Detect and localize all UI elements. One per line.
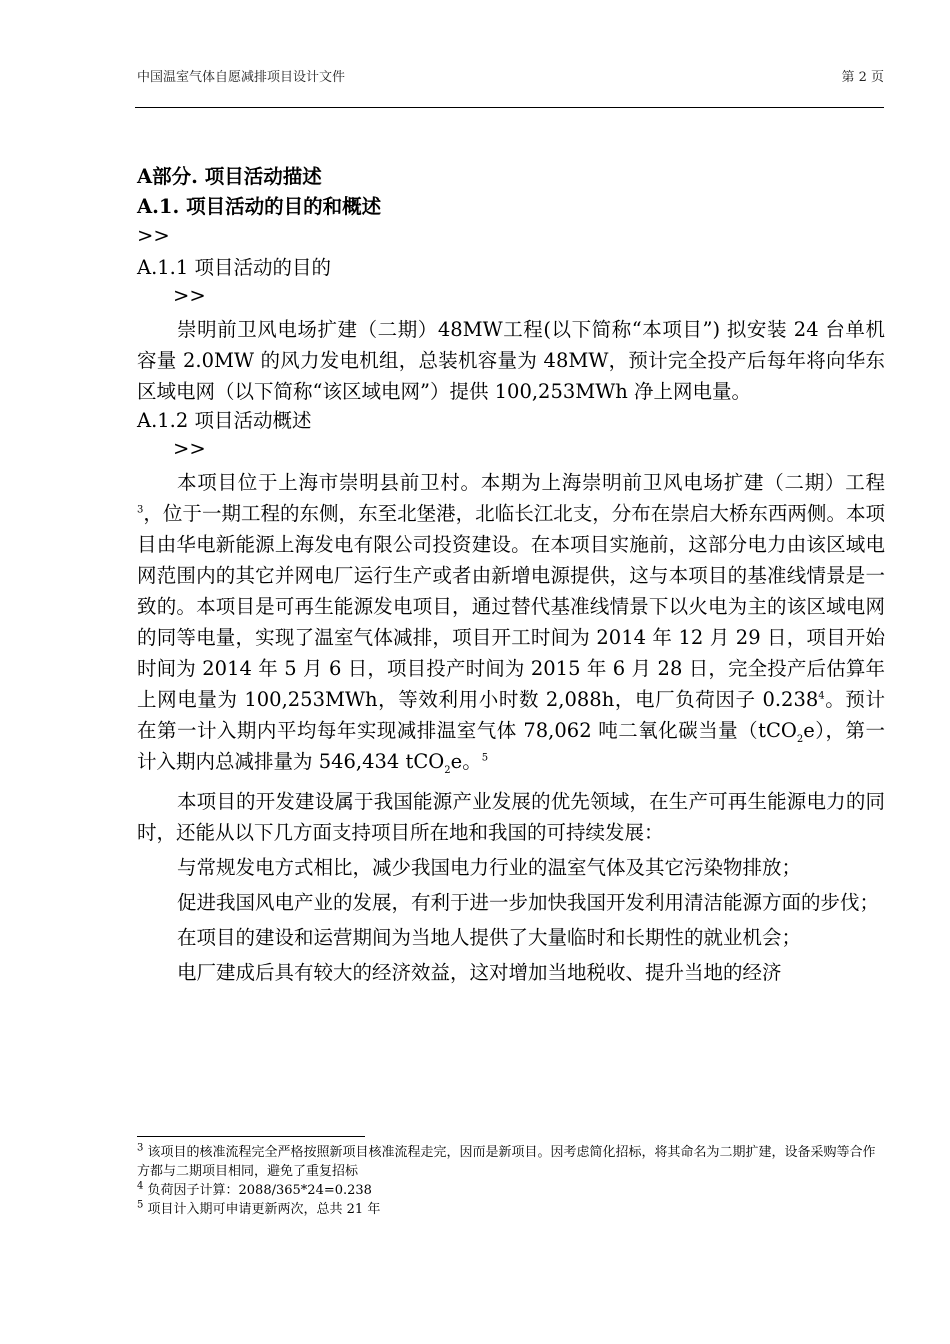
footnote-number: 4 [137,1180,144,1192]
overview-text: 。预计在第一计入期内平均每年实现减排温室气体 78,062 吨二氧化碳当量（tCO [137,688,885,742]
overview-text: 本项目位于上海市崇明县前卫村。本期为上海崇明前卫风电场扩建（二期）工程 [177,471,885,494]
footnote-number: 3 [137,1142,144,1154]
a11-title: A.1.1 项目活动的目的 [137,256,331,279]
a12-title: A.1.2 项目活动概述 [137,409,312,432]
overview-text: e。 [450,750,482,773]
footnote-4 [137,1181,885,1200]
benefit-item: 促进我国风电产业的发展，有利于进一步加快我国开发利用清洁能源方面的步伐； [177,891,880,914]
footnote-3 [137,1143,885,1181]
overview-text: e），第一计入期内总减排量为 546,434 tCO [137,719,885,773]
document-title: 中国温室气体自愿减排项目设计文件 [137,70,346,85]
subscript-2: 2 [444,764,451,776]
section-marker: >> [137,224,170,247]
overview-text: ，位于一期工程的东侧，东至北堡港，北临长江北支，分布在崇启大桥东西两侧。本项目由华电新能源上海发电有限公司投资建设。在本项目实施前，这部分电力由该区域电网范围内的其它并网电厂运行生产或者由新增电源提供，这与本项目的基准线情景是一致的。本项目是可再生能源发电项目，通过替代基准线情景下以火电为主的该区域电网的同等电量，实现了温室气体减排，项目开工时间为 2014 年 12 月 29 日，项目开始时间为 2014 年 5 月 6 日，项目投产时间为 2015 年 6 月 28 日，完全投产后估算年上网电量为 100,253MWh，等效利用小时数 2,088h，电厂负荷因子 0.238 [137,502,885,711]
footnote-text: 该项目的核准流程完全严格按照新项目核准流程走完，因而是新项目。因考虑简化招标，将其命名为二期扩建，设备采购等合作方都与二期项目相同，避免了重复招标 [137,1145,876,1179]
a11-marker: >> [173,284,206,307]
benefit-item: 在项目的建设和运营期间为当地人提供了大量临时和长期性的就业机会； [177,926,802,949]
footnote-ref-4: 4 [818,690,825,702]
footnote-text: 项目计入期可申请更新两次，总共 21 年 [147,1202,381,1217]
section-heading: A部分. 项目活动描述 [137,165,322,188]
a12-paragraph-development: 本项目的开发建设属于我国能源产业发展的优先领域，在生产可再生能源电力的同时，还能从以下几方面支持项目所在地和我国的可持续发展： [137,790,885,844]
footnotes [137,1143,885,1219]
page-number: 第 2 页 [841,70,884,85]
footnote-5 [137,1200,885,1219]
a12-paragraph-overview [137,467,885,777]
a12-marker: >> [173,437,206,460]
footnote-number: 5 [137,1199,144,1211]
footnote-ref-3: 3 [137,504,144,516]
benefit-item: 与常规发电方式相比，减少我国电力行业的温室气体及其它污染物排放； [177,856,802,879]
a11-paragraph: 崇明前卫风电场扩建（二期）48MW工程(以下简称“本项目”) 拟安装 24 台单机容量 2.0MW 的风力发电机组，总装机容量为 48MW，预计完全投产后每年将向华东区域电网（以下简称“该区域电网”）提供 100,253MWh 净上网电量。 [137,318,885,403]
subsection-heading: A.1. 项目活动的目的和概述 [137,195,382,218]
benefit-item: 电厂建成后具有较大的经济效益，这对增加当地税收、提升当地的经济 [177,961,782,984]
header-divider [135,107,884,108]
page-body [137,162,885,988]
subscript-2: 2 [796,733,804,745]
footnote-ref-5: 5 [481,752,489,764]
footnote-text: 负荷因子计算：2088/365*24=0.238 [147,1183,372,1198]
page-header [137,66,884,86]
footnote-divider [137,1136,365,1137]
